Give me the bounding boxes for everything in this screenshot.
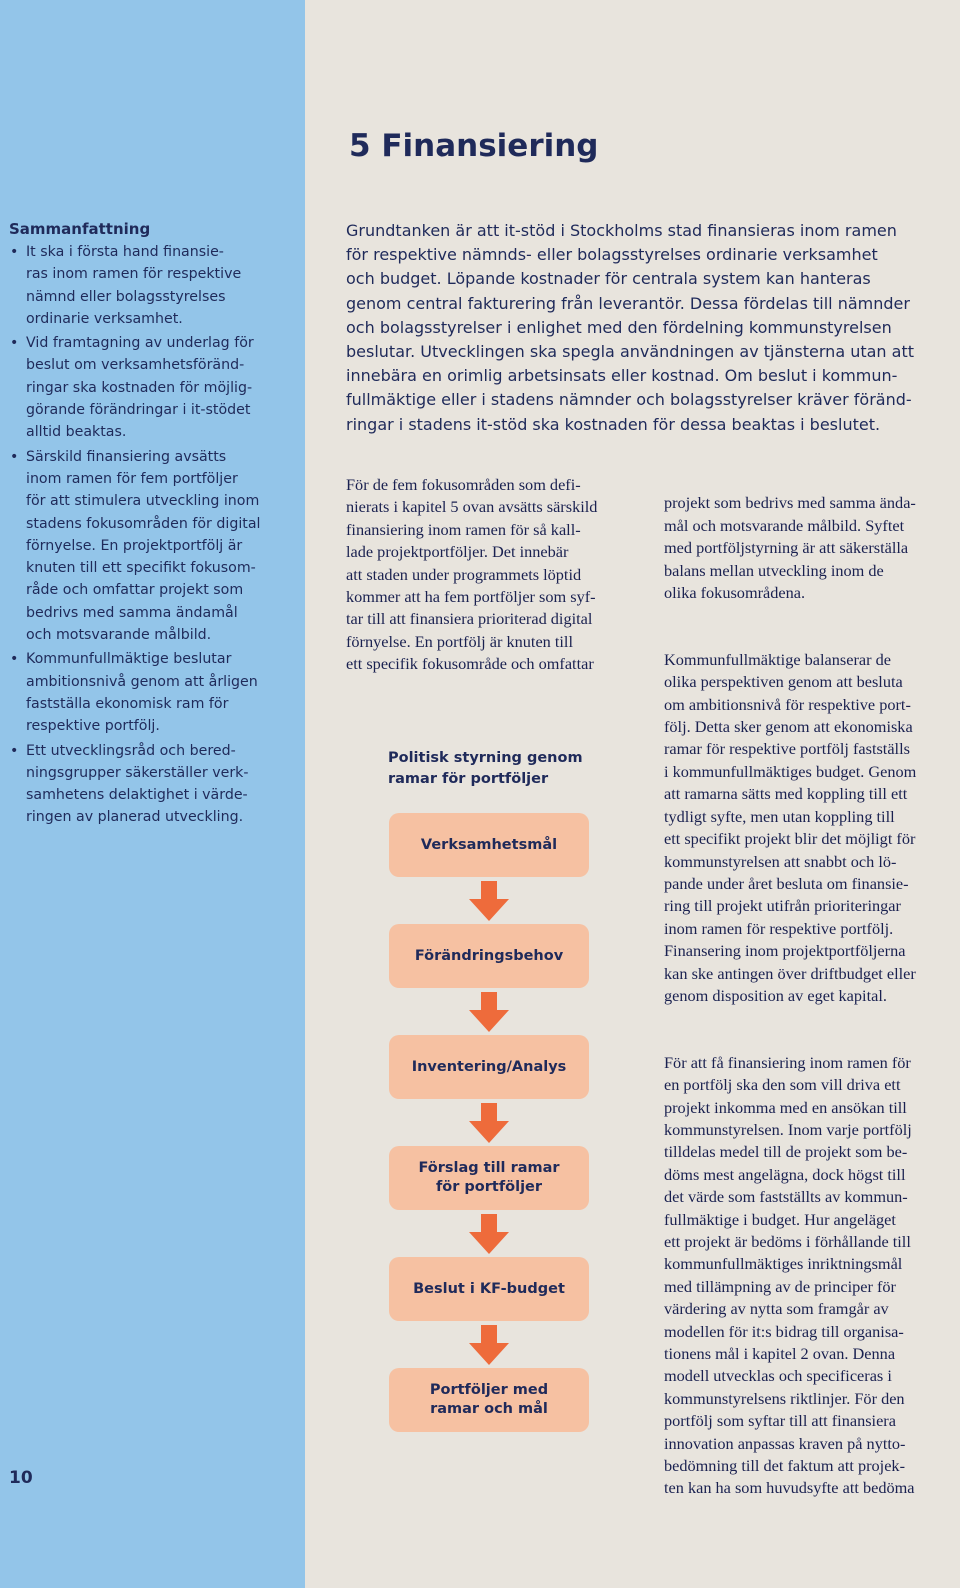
page-number: 10	[9, 1468, 33, 1488]
summary-bullet: • Särskild finansiering avsätts inom ramen för fem portföljer för att stimulera utveckling inom stadens fokusområden för digital förnyelse. En projektportfölj är knuten till ett specifikt fokusom- råde och omfattar projekt som bedrivs med samma ändamål och motsvarande målbild.	[9, 446, 299, 647]
arrow-down-icon	[468, 992, 510, 1032]
arrow-down-icon	[468, 881, 510, 921]
summary-bullet: • It ska i första hand finansie- ras inom ramen för respektive nämnd eller bolagsstyrelses ordinarie verksamhet.	[9, 241, 299, 330]
summary-list	[9, 241, 299, 829]
body-paragraph: Kommunfullmäktige balanserar de olika perspektiven genom att besluta om ambitionsnivå för respektive port- följ. Detta sker genom att ekonomiska ramar för respektive portfölj fastställs i kommunfullmäktiges budget. Genom att ramarna sätts med koppling till ett tydligt syfte, men utan koppling till ett specifikt projekt blir det möjligt för kommunstyrelsen att snabbt och lö- pande under året besluta om finansie- ring till projekt utifrån prioriteringar inom ramen för respektive portfölj. Finansering inom projektportföljerna kan ske antingen över driftbudget eller genom disposition av eget kapital.	[664, 649, 917, 1005]
flow-step-beslut-kf-budget: Beslut i KF-budget	[389, 1257, 589, 1321]
summary-bullet: • Ett utvecklingsråd och bered- ningsgrupper säkerställer verk- samhetens delaktighet i värde- ringen av planerad utveckling.	[9, 740, 299, 829]
summary-bullet: • Kommunfullmäktige beslutar ambitionsnivå genom att årligen fastställa ekonomisk ram för respektive portfölj.	[9, 648, 299, 737]
body-column-right	[664, 470, 956, 1544]
intro-paragraph: Grundtanken är att it-stöd i Stockholms stad finansieras inom ramen för respektive nämnds- eller bolagsstyrelses ordinarie verksamhet och budget. Löpande kostnader för centrala system kan hanteras genom central fakturering från leverantör. Dessa fördelas till nämnder och bolagsstyrelser i enlighet med den fördelning kommunstyrelsen beslutar. Utvecklingen ska spegla användningen av tjänsterna utan att innebära en orimlig arbetsinsats eller kostnad. Om beslut i kommun- fullmäktige eller i stadens nämnder och bolagsstyrelser kräver föränd- ringar i stadens it-stöd ska kostnaden för dessa beaktas i beslutet.	[346, 221, 915, 434]
arrow-down-icon	[468, 1214, 510, 1254]
flow-step-forslag-ramar: Förslag till ramar för portföljer	[389, 1146, 589, 1210]
flow-diagram-title: Politisk styrning genom ramar för portföljer	[388, 750, 583, 787]
page-title: 5 Finansiering	[349, 128, 599, 164]
arrow-down-icon	[468, 1103, 510, 1143]
summary-box	[9, 220, 299, 831]
summary-bullet: • Vid framtagning av underlag för beslut om verksamhetsföränd- ringar ska kostnaden för möjlig- görande förändringar i it-stödet alltid beaktas.	[9, 332, 299, 443]
body-column-left: För de fem fokusområden som defi- nierats i kapitel 5 ovan avsätts särskild finansiering inom ramen för så kall- lade projektportföljer. Det innebär att staden under programmets löptid kommer att ha fem portföljer som syf- tar till att finansiera prioriterad digital förnyelse. En portfölj är knuten till ett specifik fokusområde och omfattar	[346, 475, 598, 674]
arrow-down-icon	[468, 1325, 510, 1365]
sidebar	[0, 0, 305, 1588]
flow-step-portfoljer-med-ramar: Portföljer med ramar och mål	[389, 1368, 589, 1432]
flow-step-forandringsbehov: Förändringsbehov	[389, 924, 589, 988]
summary-heading: Sammanfattning	[9, 220, 151, 238]
body-paragraph: projekt som bedrivs med samma ända- mål och motsvarande målbild. Syftet med portföljstyrning är att säkerställa balans mellan utveckling inom de olika fokusområdena.	[664, 493, 916, 603]
flow-step-inventering-analys: Inventering/Analys	[389, 1035, 589, 1099]
flow-step-verksamhetsmal: Verksamhetsmål	[389, 813, 589, 877]
body-paragraph: För att få finansiering inom ramen för en portfölj ska den som vill driva ett projekt inkomma med en ansökan till kommunstyrelsen. Inom varje portfölj tilldelas medel till de projekt som be- döms mest angelägna, dock högst till det värde som fastställts av kommun- fullmäktige i budget. Hur angeläget ett projekt är bedöms i förhållande till kommunfullmäktiges inriktningsmål med tillämpning av de principer för värdering av nytta som framgår av modellen för it:s bidrag till organisa- tionens mål i kapitel 2 ovan. Denna modell utvecklas och specificeras i kommunstyrelsens riktlinjer. För den portfölj som syftar till att finansiera innovation anpassas kraven på nytto- bedömning till det faktum att projek- ten kan ha som huvudsyfte att bedöma	[664, 1052, 915, 1498]
